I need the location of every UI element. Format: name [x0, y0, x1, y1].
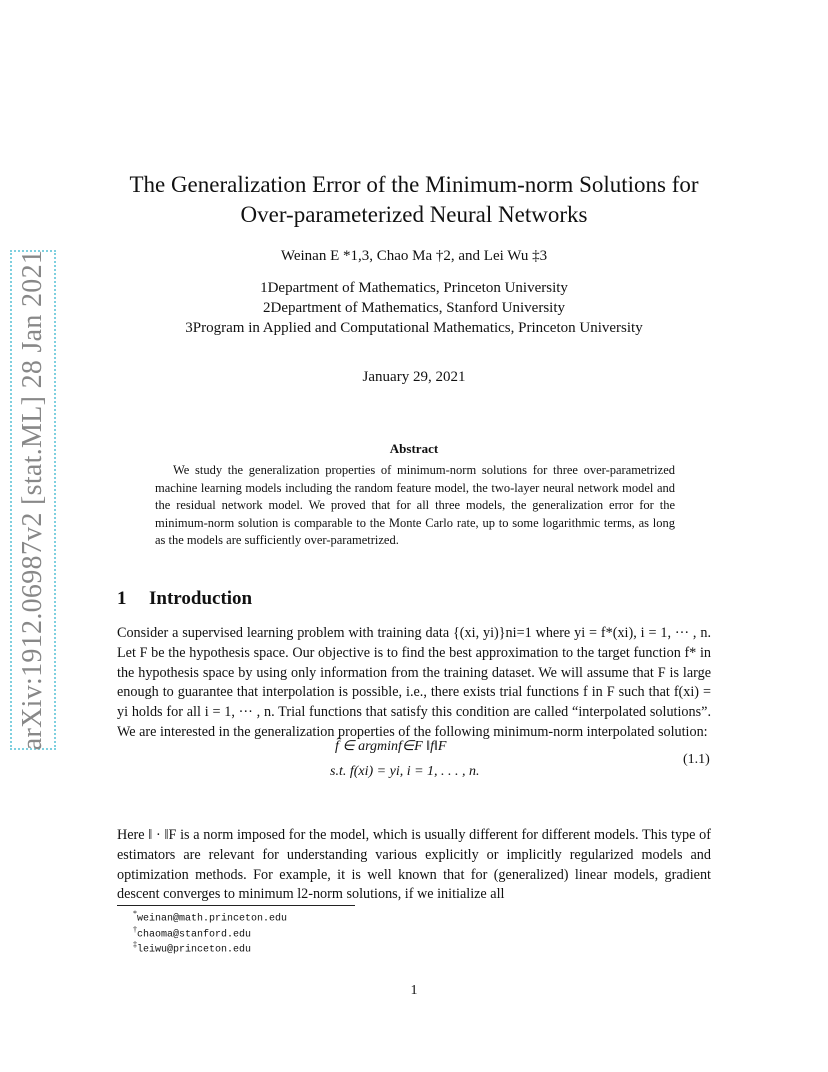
footnote-rule — [117, 905, 355, 906]
section-heading — [117, 588, 252, 610]
footnote-3 — [133, 940, 251, 955]
intro-paragraph-2: Here ‖ · ‖F is a norm imposed for the model, which is usually different for different models. This type of estimators are relevant for understanding various explicitly or implicitly regularized models and optimization methods. For example, it is well known that for (generalized) linear models, gradient descent converges to minimum l2-norm solutions, if we initialize all — [117, 827, 711, 903]
footnote-3-email[interactable]: leiwu@princeton.edu — [137, 944, 252, 956]
section-number: 1 — [117, 588, 127, 609]
footnote-2 — [133, 925, 251, 940]
affiliation-3: 3Program in Applied and Computational Mathematics, Princeton University — [185, 320, 643, 336]
footnote-1-mark: * — [133, 909, 137, 918]
authors: Weinan E *1,3, Chao Ma †2, and Lei Wu ‡3 — [280, 248, 548, 264]
title-line-2: Over-parameterized Neural Networks — [240, 202, 588, 227]
footnote-2-email[interactable]: chaoma@stanford.edu — [137, 929, 252, 941]
section-title: Introduction — [149, 588, 253, 609]
arxiv-stamp-text: arXiv:1912.06987v2 [stat.ML] 28 Jan 2021 — [17, 249, 48, 751]
affiliation-2: 2Department of Mathematics, Stanford University — [262, 300, 565, 316]
abstract-heading: Abstract — [389, 441, 439, 456]
affiliation-1: 1Department of Mathematics, Princeton University — [260, 280, 568, 296]
footnote-1 — [133, 909, 287, 924]
abstract-text: We study the generalization properties of minimum-norm solutions for three over-parametrized machine learning models including the random feature model, the two-layer neural network model and the residual network model. We proved that for all three models, the generalization error for the minimum-norm solution is comparable to the Monte Carlo rate, up to some logarithmic terms, as long as the models are sufficiently over-parametrized. — [155, 463, 675, 547]
paper-title — [0, 170, 828, 230]
footnote-2-mark: † — [133, 925, 137, 934]
date: January 29, 2021 — [362, 369, 466, 385]
intro-paragraph-1: Consider a supervised learning problem with training data {(xi, yi)}ni=1 where yi = f*(xi), i = 1, ··· , n. Let F be the hypothesis space. Our objective is to find the best approximation to the target function f* in the hypothesis space by using only information from the training dataset. We will assume that F is large enough to guarantee that interpolation is possible, i.e., there exists trial functions f in F such that f(xi) = yi holds for all i = 1, ··· , n. Trial functions that satisfy this condition are called “interpolated solutions”. We are interested in the generalization properties of the following minimum-norm interpolated solution: — [117, 625, 711, 740]
equation-line-2: s.t. f(xi) = yi, i = 1, . . . , n. — [330, 764, 480, 779]
equation-line-1: f̂ ∈ argminf∈F ‖f‖F — [335, 739, 447, 754]
page-number: 1 — [410, 983, 418, 998]
footnote-3-mark: ‡ — [133, 940, 137, 949]
equation-number: (1.1) — [683, 752, 710, 767]
title-line-1: The Generalization Error of the Minimum-norm Solutions for — [129, 172, 699, 197]
footnote-1-email[interactable]: weinan@math.princeton.edu — [137, 913, 288, 925]
